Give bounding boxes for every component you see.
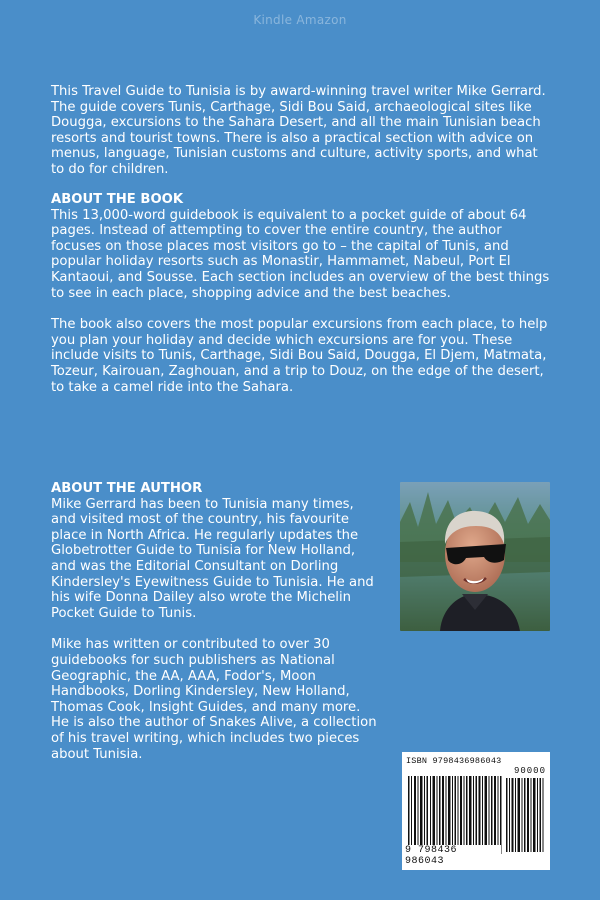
about-book-section	[51, 192, 551, 395]
about-book-paragraph-1: This 13,000-word guidebook is equivalent to a pocket guide of about 64 pages. Instead of attempting to cover the entire country, the author focuses on those places most visitors go to – the capital of Tunis, and popular holiday resorts such as Monastir, Hammamet, Nabeul, Port El Kantaoui, and Sousse. Each section includes an overview of the best things to see in each place, shopping advice and the best beaches.	[51, 207, 550, 301]
about-author-paragraph-2: Mike has written or contributed to over 30 guidebooks for such publishers as National Geographic, the AA, AAA, Fodor's, Moon Handbooks, Dorling Kindersley, New Holland, Thomas Cook, Insight Guides, and many more. He is also the author of Snakes Alive, a collection of his travel writing, which includes two pieces about Tunisia.	[51, 637, 377, 762]
intro-paragraph: This Travel Guide to Tunisia is by award-winning travel writer Mike Gerrard. The guide covers Tunis, Carthage, Sidi Bou Said, archaeological sites like Dougga, excursions to the Sahara Desert, and all the main Tunisian beach resorts and tourist towns. There is also a practical section with advice on menus, language, Tunisian customs and culture, activity sports, and what to do for children.	[51, 84, 546, 177]
isbn-barcode	[402, 752, 550, 870]
price-code: 90000	[513, 766, 546, 776]
isbn-label: ISBN 9798436986043	[406, 756, 502, 766]
watermark-text: Kindle Amazon	[253, 13, 347, 27]
about-author-paragraph-1: Mike Gerrard has been to Tunisia many times, and visited most of the country, his favourite place in North Africa. He regularly updates the Globetrotter Guide to Tunisia for New Holland, and was the Editorial Consultant on Dorling Kindersley's Eyewitness Guide to Tunisia. He and his wife Donna Dailey also wrote the Michelin Pocket Guide to Tunis.	[51, 496, 374, 621]
about-author-section	[51, 481, 381, 762]
barcode-bars	[406, 766, 546, 854]
isbn-digits: 9 798436 986043	[405, 845, 501, 867]
about-author-heading: ABOUT THE AUTHOR	[51, 481, 203, 496]
about-book-heading: ABOUT THE BOOK	[51, 192, 184, 207]
intro-section	[51, 84, 551, 178]
author-photo	[400, 482, 550, 631]
about-book-paragraph-2: The book also covers the most popular excursions from each place, to help you plan your holiday and decide which excursions are for you. These include visits to Tunis, Carthage, Sidi Bou Said, Dougga, El Djem, Matmata, Tozeur, Kairouan, Zaghouan, and a trip to Douz, on the edge of the desert, to take a camel ride into the Sahara.	[51, 317, 548, 395]
